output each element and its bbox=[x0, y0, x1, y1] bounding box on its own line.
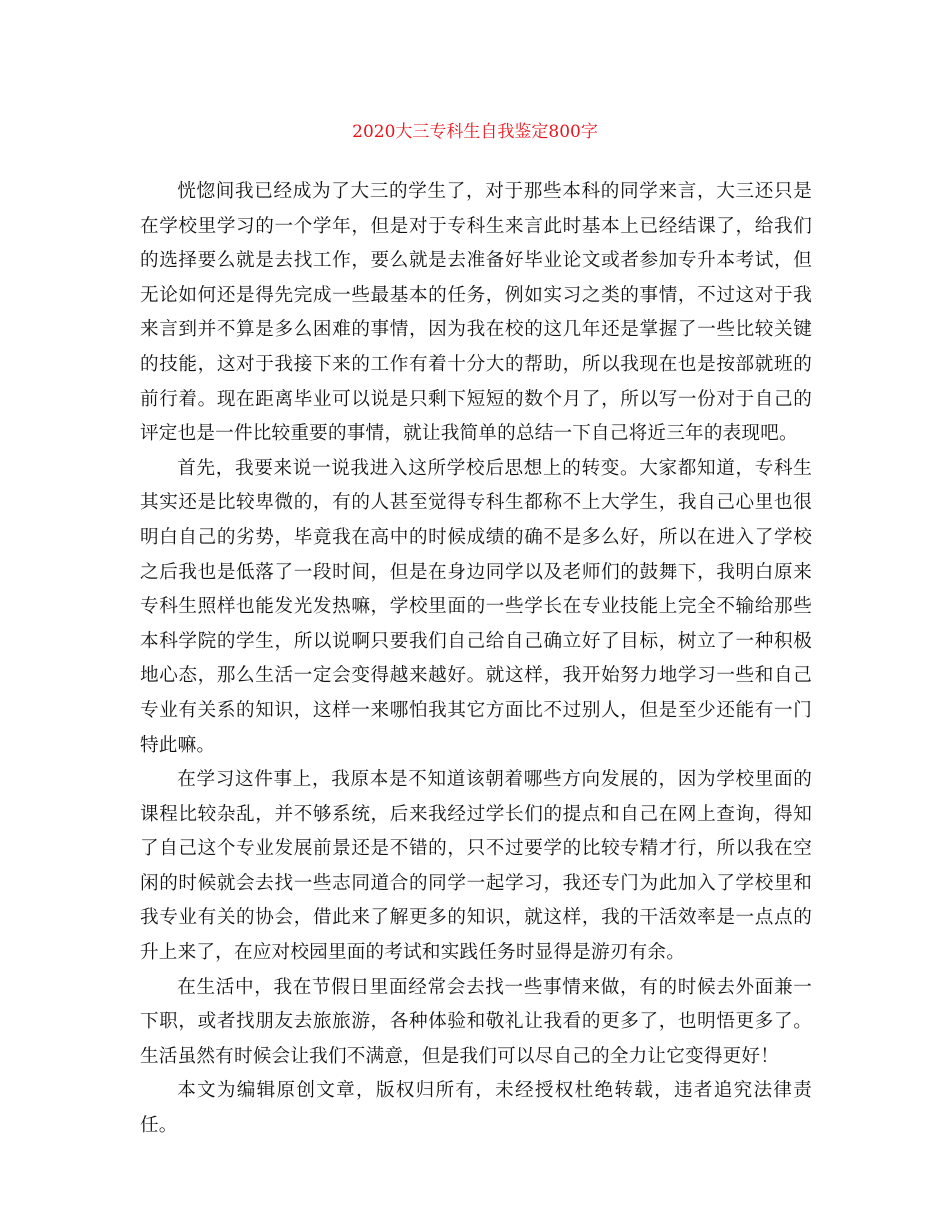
document-body bbox=[140, 175, 812, 1144]
paragraph: 首先，我要来说一说我进入这所学校后思想上的转变。大家都知道，专科生其实还是比较卑微的，有的人甚至觉得专科生都称不上大学生，我自己心里也很明白自己的劣势，毕竟我在高中的时候成绩的确不是多么好，所以在进入了学校之后我也是低落了一段时间，但是在身边同学以及老师们的鼓舞下，我明白原来专科生照样也能发光发热嘛，学校里面的一些学长在专业技能上完全不输给那些本科学院的学生，所以说啊只要我们自己给自己确立好了目标，树立了一种积极地心态，那么生活一定会变得越来越好。就这样，我开始努力地学习一些和自己专业有关系的知识，这样一来哪怕我其它方面比不过别人，但是至少还能有一门特此嘛。 bbox=[140, 457, 812, 756]
paragraph: 在生活中，我在节假日里面经常会去找一些事情来做，有的时候去外面兼一下职，或者找朋友去旅旅游，各种体验和敬礼让我看的更多了，也明悟更多了。生活虽然有时候会让我们不满意，但是我们可以尽自己的全力让它变得更好！ bbox=[140, 976, 812, 1067]
document-title: 2020大三专科生自我鉴定800字 bbox=[352, 122, 598, 142]
paragraph: 恍惚间我已经成为了大三的学生了，对于那些本科的同学来言，大三还只是在学校里学习的一个学年，但是对于专科生来言此时基本上已经结课了，给我们的选择要么就是去找工作，要么就是去准备好毕业论文或者参加专升本考试，但无论如何还是得先完成一些最基本的任务，例如实习之类的事情，不过这对于我来言到并不算是多么困难的事情，因为我在校的这几年还是掌握了一些比较关键的技能，这对于我接下来的工作有着十分大的帮助，所以我现在也是按部就班的前行着。现在距离毕业可以说是只剩下短短的数个月了，所以写一份对于自己的评定也是一件比较重要的事情，就让我简单的总结一下自己将近三年的表现吧。 bbox=[140, 181, 812, 445]
paragraph: 本文为编辑原创文章，版权归所有，未经授权杜绝转载，违者追究法律责任。 bbox=[140, 1080, 812, 1137]
paragraph: 在学习这件事上，我原本是不知道该朝着哪些方向发展的，因为学校里面的课程比较杂乱，并不够系统，后来我经过学长们的提点和自己在网上查询，得知了自己这个专业发展前景还是不错的，只不过要学的比较专精才行，所以我在空闲的时候就会去找一些志同道合的同学一起学习，我还专门为此加入了学校里和我专业有关的协会，借此来了解更多的知识，就这样，我的干活效率是一点点的升上来了，在应对校园里面的考试和实践任务时显得是游刃有余。 bbox=[140, 769, 812, 964]
